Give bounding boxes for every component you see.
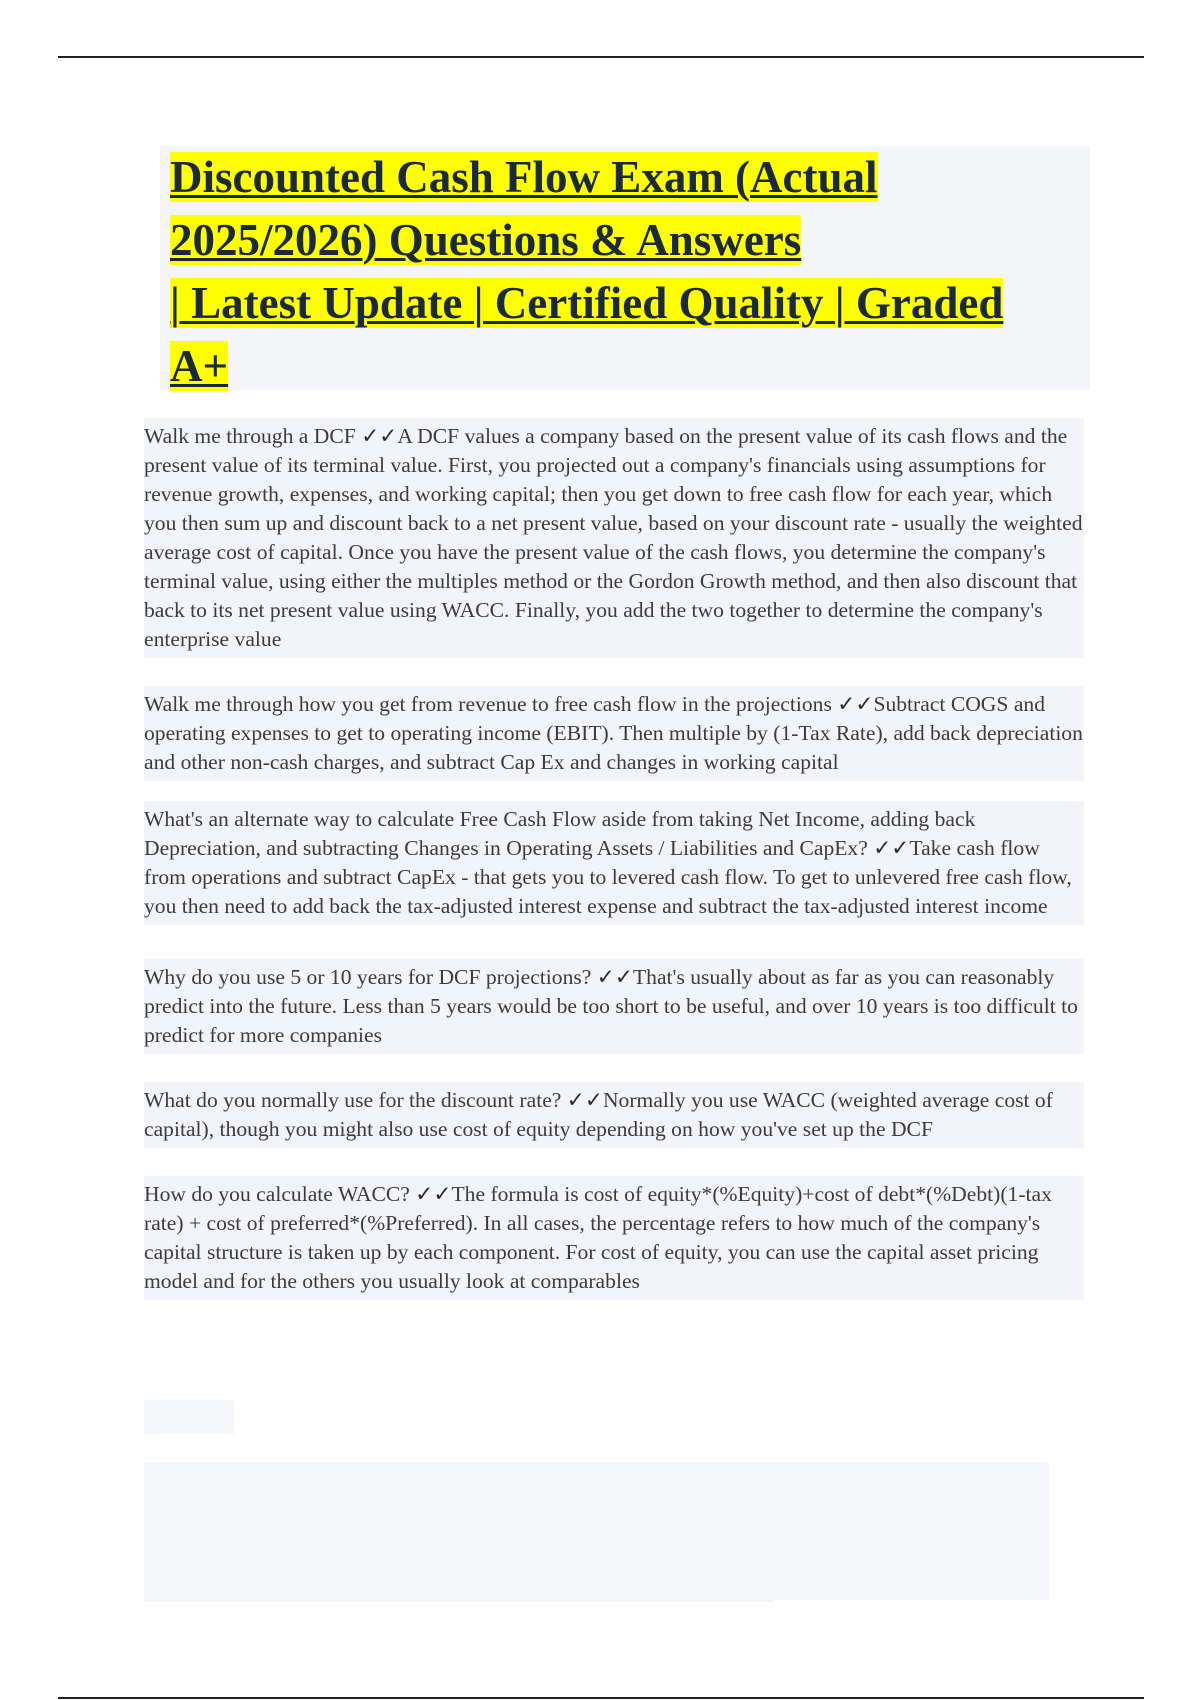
- document-title: [170, 146, 1090, 398]
- qa-item: [144, 1082, 1084, 1148]
- qa-answer: A DCF values a company based on the present value of its cash flows and the present value of its terminal value. First, you projected out a company's financials using assumptions for revenue growth, expenses, and working capital; then you get down to free cash flow for each year, which you then sum up and discount back to a net present value, based on your discount rate - usually the weighted average cost of capital. Once you have the present value of the cash flows, you determine the company's terminal value, using either the multiples method or the Gordon Growth method, and then also discount that back to its net present value using WACC. Finally, you add the two together to determine the company's enterprise value: [144, 424, 1083, 651]
- blurred-text-placeholder: [144, 1600, 774, 1602]
- qa-item: [144, 418, 1084, 658]
- double-check-icon: ✓✓: [415, 1182, 452, 1206]
- top-rule: [58, 56, 1144, 58]
- blurred-text-placeholder: [144, 1400, 234, 1434]
- qa-question: Why do you use 5 or 10 years for DCF projections?: [144, 965, 592, 989]
- double-check-icon: ✓✓: [873, 836, 910, 860]
- double-check-icon: ✓✓: [361, 424, 398, 448]
- qa-answer: The formula is cost of equity*(%Equity)+cost of debt*(%Debt)(1-tax rate) + cost of preferred*(%Preferred). In all cases, the percentage refers to how much of the company's capital structure is taken up by each component. For cost of equity, you can use the capital asset pricing model and for the others you usually look at comparables: [144, 1182, 1052, 1293]
- qa-question: Walk me through how you get from revenue to free cash flow in the projections: [144, 692, 832, 716]
- blurred-text-placeholder: [144, 1462, 1049, 1600]
- qa-list: [144, 418, 1084, 1300]
- double-check-icon: ✓✓: [566, 1088, 603, 1112]
- qa-question: How do you calculate WACC?: [144, 1182, 410, 1206]
- qa-answer: Normally you use WACC (weighted average cost of capital), though you might also use cost of equity depending on how you've set up the DCF: [144, 1088, 1053, 1141]
- title-line-2: 2025/2026) Questions & Answers: [170, 215, 802, 265]
- qa-answer: That's usually about as far as you can reasonably predict into the future. Less than 5 years would be too short to be useful, and over 10 years is too difficult to predict for more companies: [144, 965, 1078, 1047]
- title-line-3: | Latest Update | Certified Quality | Graded: [170, 278, 1004, 328]
- qa-question: What do you normally use for the discount rate?: [144, 1088, 562, 1112]
- qa-answer: Take cash flow from operations and subtract CapEx - that gets you to levered cash flow. To get to unlevered free cash flow, you then need to add back the tax-adjusted interest expense and subtract the tax-adjusted interest income: [144, 836, 1072, 918]
- title-line-4: A+: [170, 341, 229, 391]
- qa-question: Walk me through a DCF: [144, 424, 356, 448]
- qa-answer: Subtract COGS and operating expenses to get to operating income (EBIT). Then multiple by (1-Tax Rate), add back depreciation and other non-cash charges, and subtract Cap Ex and changes in working capital: [144, 692, 1083, 774]
- qa-item: [144, 686, 1084, 781]
- title-line-1: Discounted Cash Flow Exam (Actual: [170, 152, 878, 202]
- bottom-rule: [58, 1697, 1144, 1699]
- qa-question: What's an alternate way to calculate Free Cash Flow aside from taking Net Income, adding back Depreciation, and subtracting Changes in Operating Assets / Liabilities and CapEx?: [144, 807, 976, 860]
- double-check-icon: ✓✓: [837, 692, 874, 716]
- qa-item: [144, 1176, 1084, 1300]
- qa-item: [144, 959, 1084, 1054]
- double-check-icon: ✓✓: [596, 965, 633, 989]
- qa-item: [144, 801, 1084, 925]
